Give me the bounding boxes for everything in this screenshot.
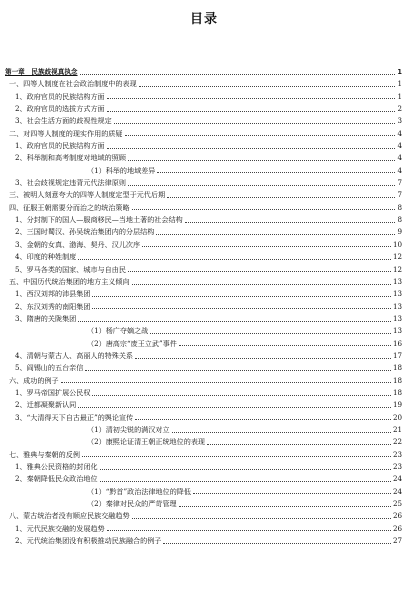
toc-page-number: 24	[392, 486, 402, 496]
toc-page-number: 7	[397, 178, 402, 188]
toc-entry[interactable]	[5, 535, 402, 547]
toc-entry[interactable]	[5, 313, 402, 325]
dot-leader	[128, 271, 391, 272]
toc-page-number: 16	[392, 338, 402, 348]
dot-leader	[132, 284, 391, 285]
dot-leader	[100, 481, 391, 482]
toc-entry-text: 3、金朝的女真、渤海、契丹、汉儿次序	[15, 239, 141, 249]
toc-entry[interactable]	[5, 165, 402, 177]
dot-leader	[78, 321, 391, 322]
toc-entry-text: 2、政府官员的选拔方式方面	[15, 104, 105, 114]
dot-leader	[167, 197, 395, 198]
toc-entry[interactable]	[5, 486, 402, 498]
toc-entry[interactable]	[5, 251, 402, 263]
toc-page-number: 12	[392, 252, 402, 262]
toc-entry-text: 3、社会歧视规定违背元代法律原则	[15, 178, 126, 188]
toc-entry-text: 4、清朝与蒙古人、高丽人的特殊关系	[15, 350, 134, 360]
toc-page-number: 9	[397, 227, 402, 237]
toc-page-number: 13	[392, 313, 402, 323]
toc-entry-text: （1）“黔首”政治法律地位的降低	[87, 486, 191, 496]
toc-entry[interactable]	[5, 424, 402, 436]
toc-entry-text: 二、对四等人制度的现实作用的质疑	[9, 128, 123, 138]
toc-entry[interactable]	[5, 523, 402, 535]
toc-page-number: 24	[392, 474, 402, 484]
toc-entry-text: （1）杨广夺嫡之战	[87, 326, 149, 336]
dot-leader	[78, 259, 391, 260]
toc-entry[interactable]	[5, 189, 402, 201]
toc-entry[interactable]	[5, 473, 402, 485]
dot-leader	[172, 432, 391, 433]
toc-entry[interactable]	[5, 461, 402, 473]
toc-entry-text: （1）科举的地域差异	[87, 165, 156, 175]
toc-entry-text: 5、罗马各类的国家、城市与自由民	[15, 264, 126, 274]
toc-entry[interactable]	[5, 239, 402, 251]
dot-leader	[139, 86, 396, 87]
toc-entry[interactable]	[5, 375, 402, 387]
toc-page-number: 7	[397, 190, 402, 200]
toc-entry[interactable]	[5, 498, 402, 510]
toc-entry-text: 3、“大清得天下自古最正”的舆论宣传	[15, 412, 134, 422]
toc-entry-text: （2）秦律对民众的严苛管理	[87, 499, 177, 509]
dot-leader	[85, 370, 391, 371]
toc-entry[interactable]	[5, 78, 402, 90]
toc-page-number: 26	[392, 523, 402, 533]
toc-entry[interactable]	[5, 140, 402, 152]
toc-page-number: 18	[392, 375, 402, 385]
toc-entry-text: 第一章 民族歧视真执念	[5, 68, 78, 76]
toc-entry[interactable]	[5, 202, 402, 214]
toc-entry[interactable]	[5, 436, 402, 448]
toc-page-number: 21	[392, 424, 402, 434]
toc-entry-text: 4、印度的种姓制度	[15, 252, 77, 262]
dot-leader	[163, 543, 391, 544]
toc-entry[interactable]	[5, 338, 402, 350]
document-title: 目录	[189, 12, 218, 27]
toc-entry-text: 1、元代民族交融的发展趋势	[15, 523, 105, 533]
dot-leader	[107, 111, 396, 112]
toc-entry[interactable]	[5, 276, 402, 288]
dot-leader	[179, 345, 391, 346]
dot-leader	[135, 358, 391, 359]
dot-leader	[132, 209, 396, 210]
toc-page-number: 4	[397, 128, 402, 138]
toc-entry-text: 3、隋唐的关陇集团	[15, 313, 77, 323]
toc-entry-text: （2）唐高宗“废王立武”事件	[87, 338, 177, 348]
toc-page-number: 18	[392, 387, 402, 397]
toc-entry-text: 1、雅典公民资格的封闭化	[15, 462, 98, 471]
toc-page-number: 12	[392, 264, 402, 274]
toc-page-number: 20	[392, 412, 402, 422]
toc-entry[interactable]	[5, 387, 402, 399]
toc-page-number: 13	[392, 276, 402, 286]
dot-leader	[193, 493, 391, 494]
toc-page-number: 8	[397, 202, 402, 212]
dot-leader	[185, 222, 396, 223]
dot-leader	[61, 382, 391, 383]
dot-leader	[107, 148, 396, 149]
dot-leader	[92, 296, 391, 297]
toc-page-number: 4	[397, 153, 402, 163]
dot-leader	[142, 246, 391, 247]
toc-entry[interactable]	[5, 177, 402, 189]
toc-entry-text: 五、中国历代统治集团的地方主义倾向	[9, 276, 130, 286]
dot-leader	[114, 123, 396, 124]
toc-entry-text: 六、成功的例子	[9, 375, 59, 385]
toc-page-number: 10	[392, 239, 402, 249]
toc-page-number: 8	[397, 215, 402, 225]
toc-page-number: 26	[392, 511, 402, 521]
table-of-contents	[5, 66, 402, 547]
toc-page-number: 23	[392, 462, 402, 471]
dot-leader	[82, 456, 391, 457]
toc-page-number: 13	[392, 326, 402, 336]
dot-leader	[156, 234, 395, 235]
dot-leader	[150, 333, 391, 334]
toc-entry-text: （1）清初尖锐的满汉对立	[87, 424, 170, 434]
toc-entry-text: 2、三国时蜀汉、孙吴统治集团内的分层结构	[15, 227, 155, 237]
dot-leader	[125, 135, 396, 136]
toc-entry-text: 一、四等人制度在社会政治制度中的表现	[9, 79, 137, 89]
toc-page-number: 18	[392, 363, 402, 373]
dot-leader	[100, 469, 391, 470]
toc-entry[interactable]	[5, 91, 402, 103]
dot-leader	[135, 419, 391, 420]
toc-entry[interactable]	[5, 510, 402, 522]
toc-entry[interactable]	[5, 264, 402, 276]
dot-leader	[157, 172, 395, 173]
toc-entry[interactable]	[5, 226, 402, 238]
toc-entry-text: 2、科举制和高考制度对地域的照顾	[15, 153, 126, 163]
toc-page-number: 4	[397, 141, 402, 151]
toc-entry-text: 1、罗马帝国扩展公民权	[15, 387, 91, 397]
toc-entry[interactable]	[5, 115, 402, 127]
toc-entry-text: 2、秦朝降低民众政治地位	[15, 474, 98, 484]
toc-entry[interactable]	[5, 362, 402, 374]
toc-entry-text: 八、蒙古统治者没有顺应民族交融趋势	[9, 511, 130, 521]
toc-entry-text: 1、政府官员的民族结构方面	[15, 141, 105, 151]
toc-entry-text: 2、元代统治集团没有积极推动民族融合的例子	[15, 536, 162, 546]
toc-entry-text: （2）康熙论证清王朝正统地位的表现	[87, 437, 206, 447]
toc-page-number: 13	[392, 289, 402, 299]
toc-entry[interactable]	[5, 350, 402, 362]
toc-entry[interactable]	[5, 325, 402, 337]
dot-leader	[132, 518, 391, 519]
toc-entry[interactable]	[5, 103, 402, 115]
toc-entry-text: 1、政府官员的民族结构方面	[15, 91, 105, 101]
dot-leader	[207, 444, 391, 445]
toc-entry[interactable]	[5, 412, 402, 424]
toc-page-number: 17	[392, 350, 402, 360]
dot-leader	[107, 530, 391, 531]
toc-entry-text: 2、东汉刘秀的南阳集团	[15, 301, 91, 311]
toc-entry[interactable]	[5, 399, 402, 411]
toc-page-number: 27	[392, 536, 402, 546]
toc-page-number: 2	[397, 104, 402, 114]
toc-page-number: 1	[397, 79, 402, 89]
toc-entry-text: 1、分封制下的国人—服商移民—当地土著的社会结构	[15, 215, 183, 225]
toc-entry-text: 2、迁都凝聚新认同	[15, 400, 77, 410]
dot-leader	[107, 98, 396, 99]
dot-leader	[128, 185, 396, 186]
dot-leader	[179, 506, 391, 507]
toc-entry[interactable]	[5, 152, 402, 164]
toc-entry-text: 三、被明人刻意夸大的四等人制度定型于元代后期	[9, 190, 166, 200]
toc-entry-text: 七、雅典与秦朝的反例	[9, 449, 80, 459]
toc-page-number: 3	[397, 116, 402, 126]
toc-entry-text: 四、征服王朝需要分而治之的统治策略	[9, 202, 130, 212]
dot-leader	[128, 160, 396, 161]
dot-leader	[92, 395, 391, 396]
toc-entry[interactable]	[5, 214, 402, 226]
toc-chapter-entry[interactable]	[5, 66, 402, 78]
toc-entry-text: 5、阎锡山的五台亲信	[15, 363, 84, 373]
dot-leader	[92, 308, 391, 309]
toc-page-number: 1	[397, 68, 402, 76]
toc-entry[interactable]	[5, 128, 402, 140]
dot-leader	[80, 74, 396, 75]
toc-page-number: 13	[392, 301, 402, 311]
toc-entry[interactable]	[5, 288, 402, 300]
toc-page-number: 4	[397, 165, 402, 175]
toc-entry[interactable]	[5, 449, 402, 461]
toc-page-number: 25	[392, 499, 402, 509]
toc-page-number: 19	[392, 400, 402, 410]
toc-page-number: 22	[392, 437, 402, 447]
toc-entry[interactable]	[5, 301, 402, 313]
dot-leader	[78, 407, 391, 408]
toc-page-number: 1	[397, 91, 402, 101]
toc-entry-text: 1、西汉刘邦的沛县集团	[15, 289, 91, 299]
toc-entry-text: 3、社会生活方面的歧视性规定	[15, 116, 112, 126]
toc-page-number: 23	[392, 449, 402, 459]
